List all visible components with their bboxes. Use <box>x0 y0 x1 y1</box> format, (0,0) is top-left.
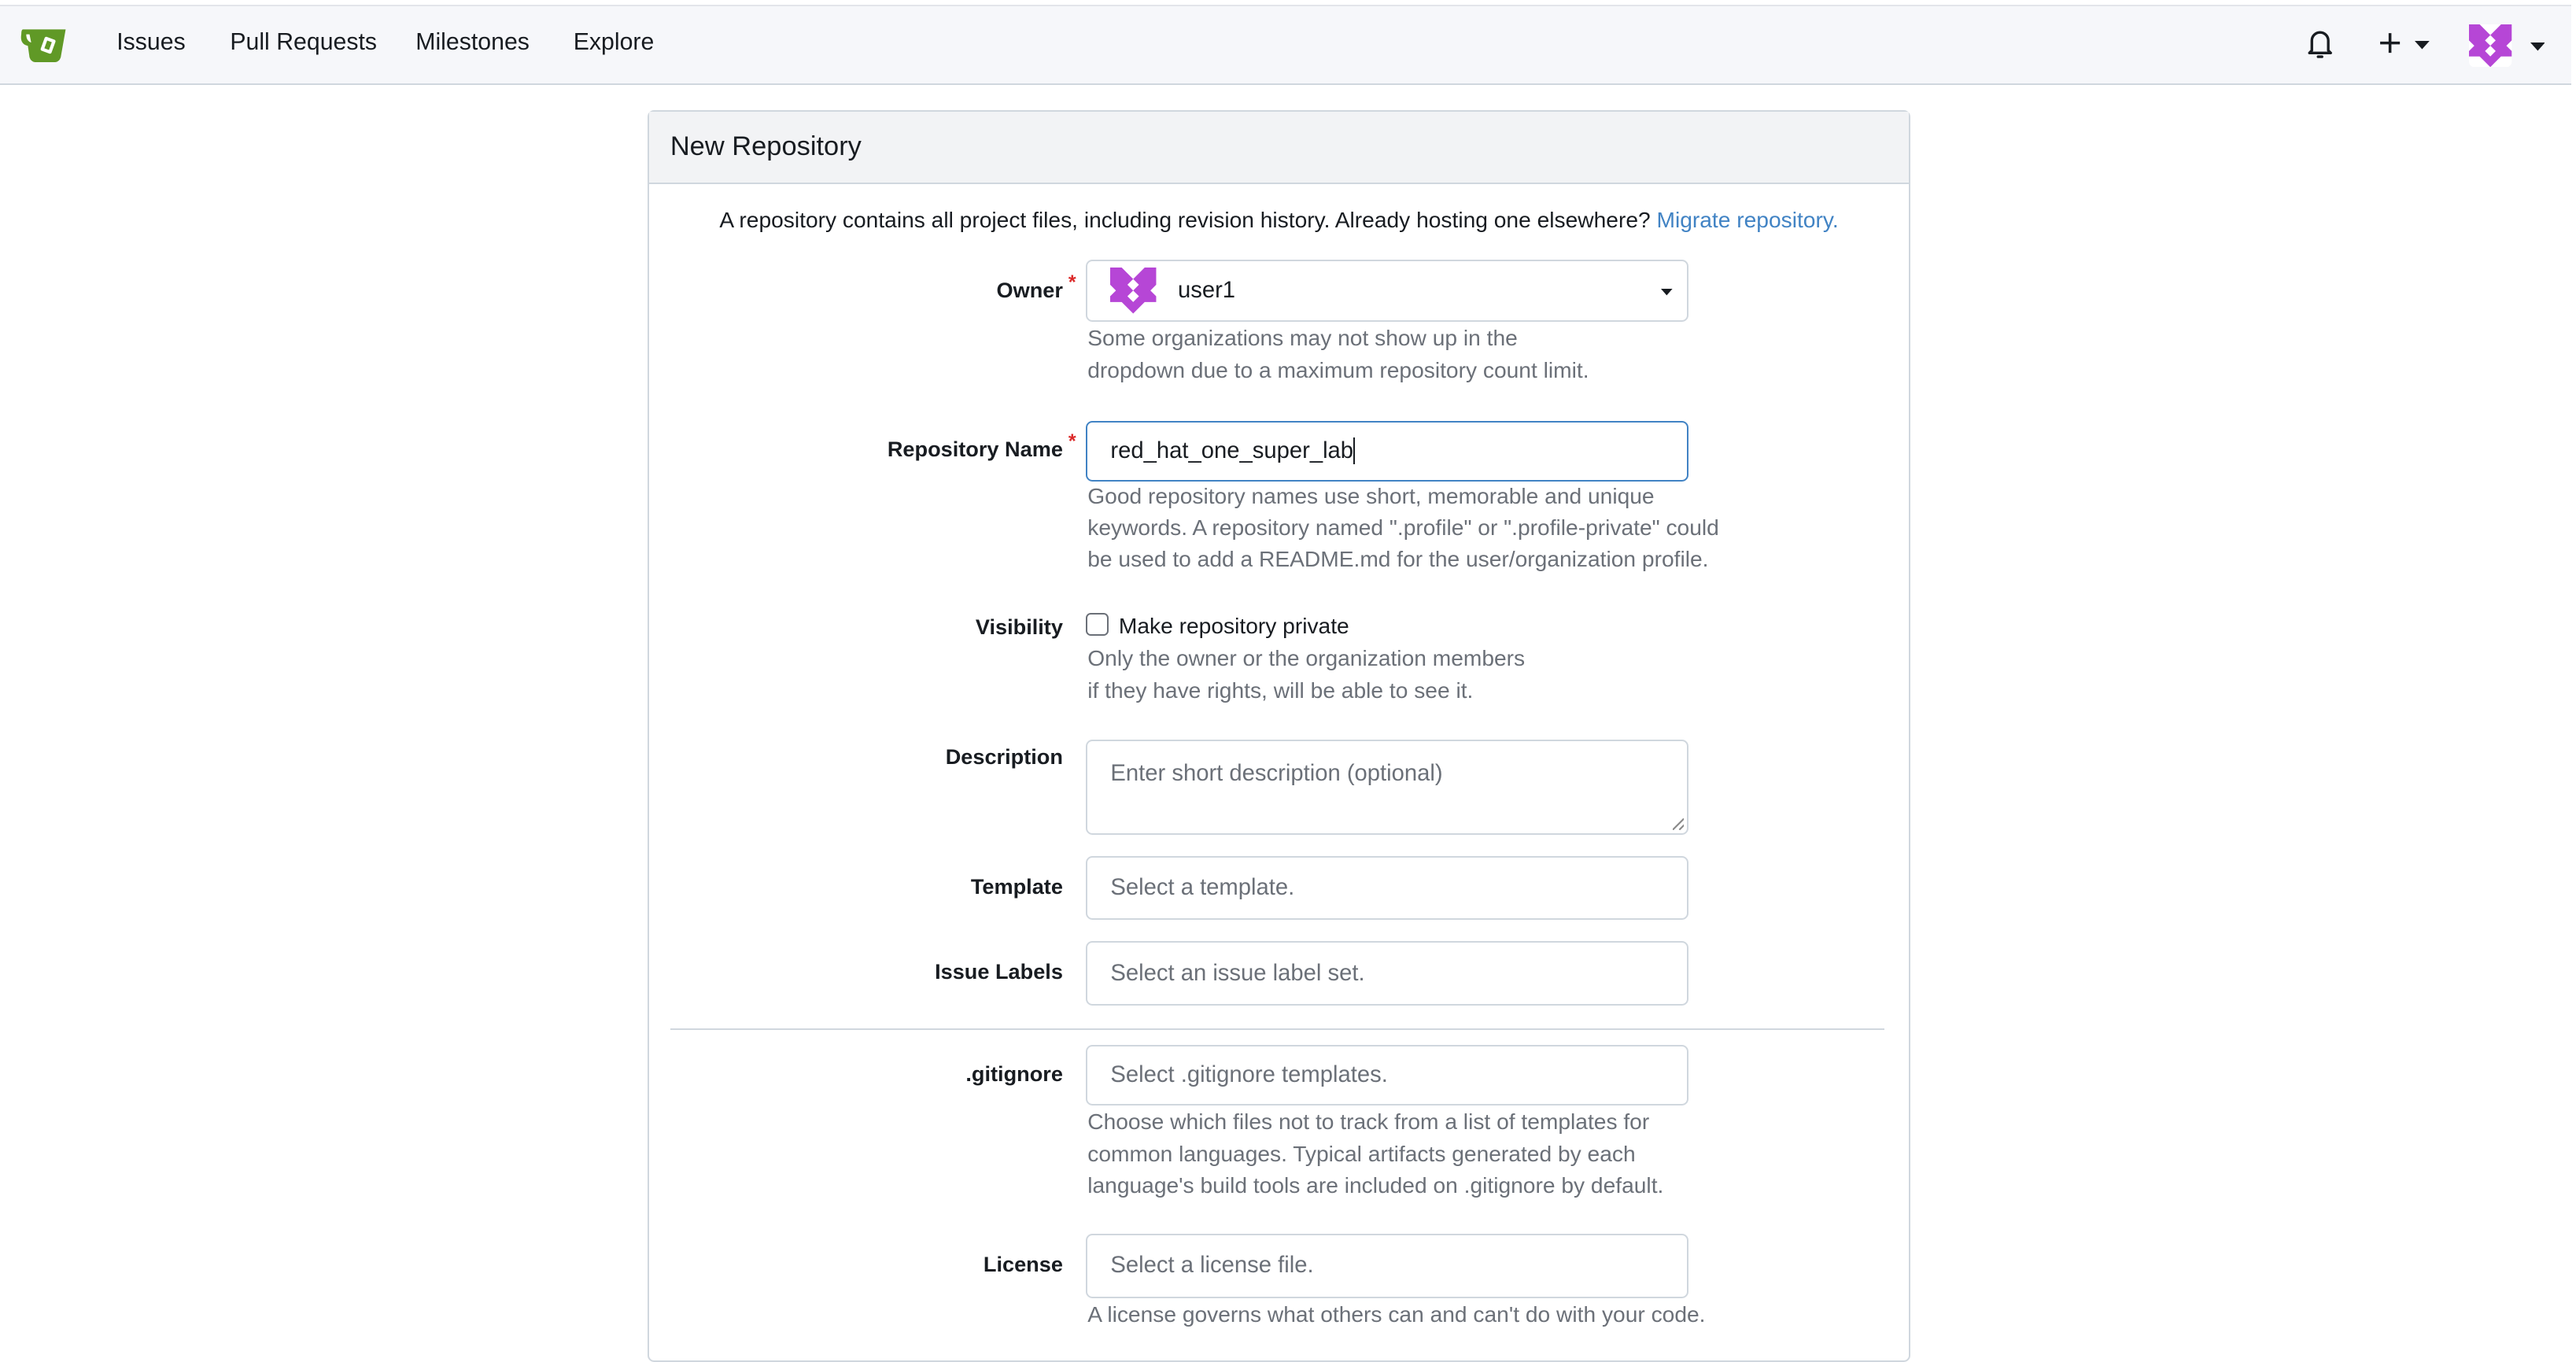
template-label: Template <box>970 873 1063 899</box>
help-line: dropdown due to a maximum repository count limit. <box>1087 356 1589 382</box>
license-placeholder: Select a license file. <box>1110 1253 1314 1279</box>
help-line: Some organizations may not show up in the <box>1087 325 1518 351</box>
nav-explore[interactable]: Explore <box>573 29 655 56</box>
intro-message: A repository contains all project files, including revision history. Already hosting one elsewhere? <box>719 207 1651 233</box>
migrate-repository-link[interactable]: Migrate repository. <box>1656 207 1839 233</box>
description-placeholder: Enter short description (optional) <box>1110 760 1443 786</box>
owner-dropdown[interactable] <box>1086 260 1688 322</box>
issue-labels-label: Issue Labels <box>935 959 1063 984</box>
required-asterisk: * <box>1068 430 1076 453</box>
visibility-label: Visibility <box>975 614 1063 639</box>
page-title: New Repository <box>649 112 1909 184</box>
license-label: License <box>983 1252 1063 1277</box>
private-checkbox-label[interactable]: Make repository private <box>1118 612 1349 638</box>
license-dropdown[interactable] <box>1086 1234 1688 1297</box>
nav-pull-requests[interactable]: Pull Requests <box>230 29 378 56</box>
owner-label-text: Owner <box>996 277 1063 302</box>
help-line: language's build tools are included on .gitignore by default. <box>1087 1172 1664 1198</box>
owner-value: user1 <box>1177 278 1236 304</box>
repo-name-label-text: Repository Name <box>887 437 1063 462</box>
text-cursor <box>1353 437 1355 463</box>
repository-name-value: red_hat_one_super_lab <box>1110 437 1354 463</box>
navbar <box>0 5 2571 85</box>
caret-down-icon <box>2415 41 2430 49</box>
private-checkbox[interactable] <box>1086 613 1109 636</box>
help-line: A license governs what others can and can't do with your code. <box>1087 1301 1706 1327</box>
gitignore-placeholder: Select .gitignore templates. <box>1110 1062 1388 1088</box>
owner-label <box>996 271 1076 303</box>
bell-icon[interactable] <box>2307 29 2333 59</box>
help-line: Good repository names use short, memorable and unique <box>1087 482 1655 508</box>
issue-labels-placeholder: Select an issue label set. <box>1110 960 1365 986</box>
user-menu[interactable] <box>2469 24 2545 67</box>
help-line: keywords. A repository named ".profile" or ".profile-private" could <box>1087 514 1719 540</box>
help-line: be used to add a README.md for the user/organization profile. <box>1087 546 1709 572</box>
caret-down-icon <box>1661 289 1673 295</box>
gitea-logo-icon[interactable] <box>20 23 69 62</box>
intro-text <box>648 207 1911 233</box>
help-line: Only the owner or the organization members <box>1087 645 1526 671</box>
repo-name-label <box>887 430 1076 462</box>
template-placeholder: Select a template. <box>1110 875 1295 901</box>
required-asterisk: * <box>1068 271 1076 293</box>
repository-name-input[interactable] <box>1086 421 1688 482</box>
gitignore-help <box>1087 1105 1663 1201</box>
gitignore-dropdown[interactable] <box>1086 1045 1688 1105</box>
description-textarea[interactable] <box>1086 740 1688 835</box>
owner-help <box>1087 322 1589 386</box>
license-help <box>1087 1298 1705 1330</box>
divider <box>670 1028 1884 1030</box>
nav-issues[interactable]: Issues <box>116 29 186 56</box>
help-line: common languages. Typical artifacts generated by each <box>1087 1140 1636 1166</box>
issue-labels-dropdown[interactable] <box>1086 941 1688 1005</box>
gitignore-label: .gitignore <box>965 1061 1063 1086</box>
owner-avatar <box>1110 268 1156 313</box>
visibility-help <box>1087 642 1525 706</box>
help-line: if they have rights, will be able to see it. <box>1087 677 1474 703</box>
create-new-button[interactable] <box>2379 26 2434 62</box>
caret-down-icon <box>2530 42 2545 50</box>
repo-name-help <box>1087 480 1719 575</box>
description-label: Description <box>945 744 1063 769</box>
resize-handle-icon[interactable] <box>1673 818 1685 830</box>
help-line: Choose which files not to track from a list of templates for <box>1087 1109 1650 1135</box>
plus-icon <box>2379 31 2401 54</box>
nav-milestones[interactable]: Milestones <box>415 29 530 56</box>
template-dropdown[interactable] <box>1086 856 1688 920</box>
avatar <box>2469 24 2511 67</box>
